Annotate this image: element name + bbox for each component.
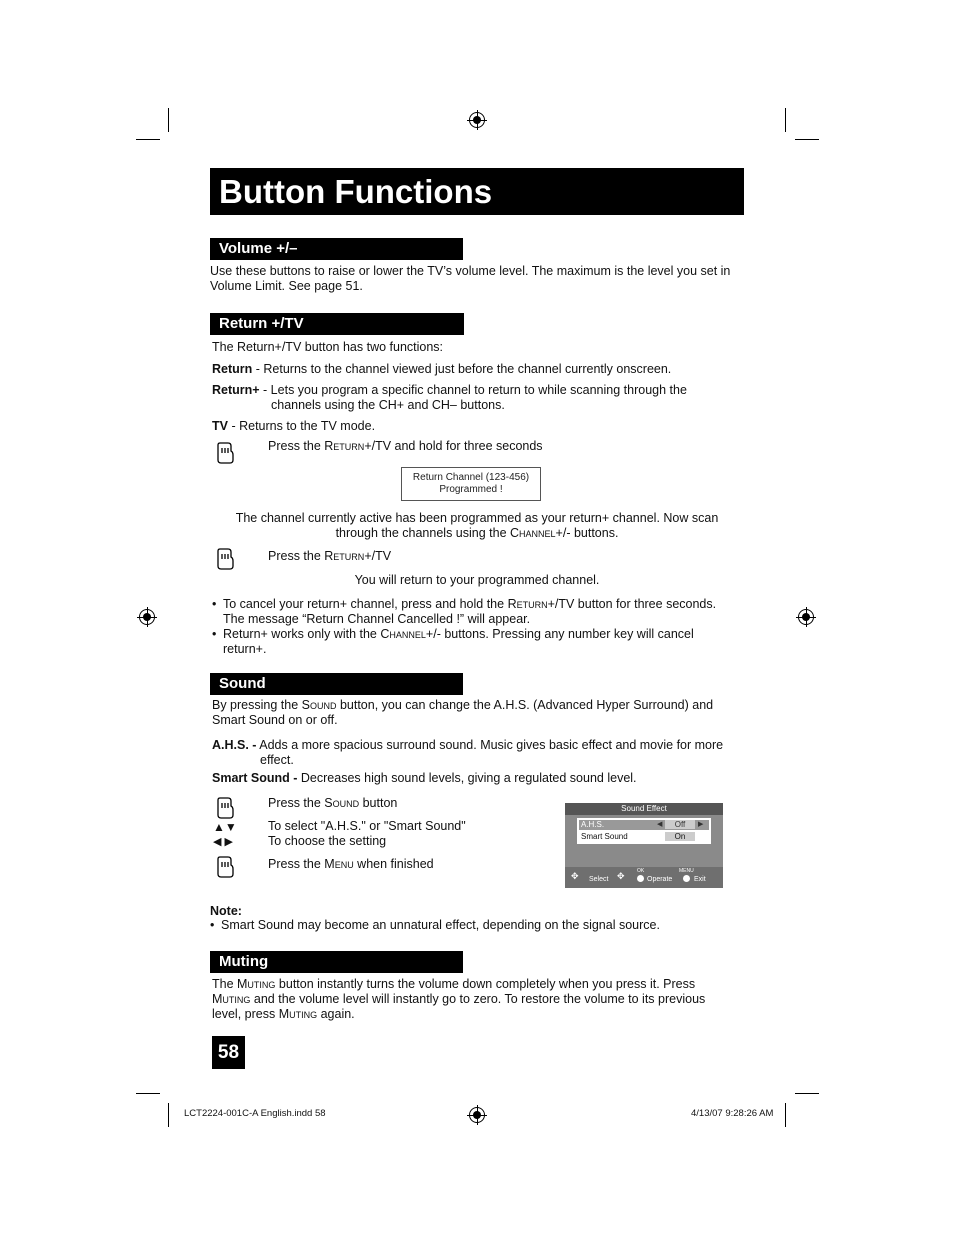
menu-row-value: On [665,832,695,841]
footer-key: OK [637,868,645,874]
section-heading-volume: Volume +/– [210,238,463,260]
sound-effect-menu [565,803,723,888]
left-right-arrows-icon: ◀ ▶ [213,836,233,848]
returnplus-definition [212,383,687,398]
term: Return [212,362,253,376]
definition: Decreases high sound levels, giving a regulated sound level. [297,771,637,785]
text: +/TV [364,549,392,563]
term: Smart Sound - [212,771,298,785]
text-line: The channel currently active has been programmed as your return+ channel. Now scan [235,511,719,525]
menu-row-smart-sound [579,832,709,842]
osd-line: Return Channel (123-456) [412,472,530,483]
sound-step-4 [268,857,434,872]
hand-press-icon [212,796,236,820]
note-label: Note: [210,904,242,918]
menu-header: Sound Effect [565,803,723,815]
text: +/TV and hold for three seconds [364,439,543,453]
smart-sound-definition [212,771,637,786]
menu-footer [565,867,723,888]
crop-mark [785,108,786,132]
button-name: Return [507,597,548,611]
tv-definition [212,419,375,434]
text: Return+ works only with the [223,627,381,641]
note-text: Smart Sound may become an unnatural effect, depending on the signal source. [221,918,660,932]
four-way-arrow-icon: ✥ [617,871,625,881]
bullet-icon: • [210,918,215,932]
menu-row-value: Off [665,820,695,829]
crop-mark [136,139,160,140]
ahs-definition [212,738,723,753]
page-title: Button Functions [210,168,744,215]
footer-label: Operate [647,876,673,883]
sound-step-2: To select "A.H.S." or "Smart Sound" [268,819,466,833]
text: again. [317,1007,355,1021]
footer-key: MENU [679,868,694,874]
button-name: Muting [278,1007,318,1021]
button-name: Muting [237,977,276,991]
text-line: The message “Return Channel Cancelled !” will appear. [223,612,531,626]
menu-panel [577,818,711,844]
button-name: Muting [212,992,251,1006]
text: button instantly turns the volume down completely when you press it. Press [275,977,696,991]
return-definition [212,362,671,377]
text: through the channels using the [335,526,510,540]
text: Press the [268,439,325,453]
definition: Adds a more spacious surround sound. Music gives basic effect and movie for more [256,738,724,752]
page-number: 58 [212,1036,245,1069]
sound-step-1 [268,796,397,811]
button-name: Sound [301,698,337,712]
text: button, you can change the A.H.S. (Advanced Hyper Surround) and [336,698,714,712]
term: A.H.S. - [212,738,257,752]
volume-text-line: Volume Limit. See page 51. [210,279,363,293]
footer-filename: LCT2224-001C-A English.indd 58 [184,1108,326,1119]
footer-label: Select [589,876,609,883]
definition: - Lets you program a specific channel to return to while scanning through the [259,383,687,397]
text-line [212,698,713,713]
osd-line: Programmed ! [439,484,503,495]
sound-step-3: To choose the setting [268,834,387,848]
button-name: Return [324,439,365,453]
up-down-arrows-icon: ▲▼ [213,820,237,834]
crop-mark [785,1103,786,1127]
text: Press the [268,796,325,810]
crop-mark [795,1093,819,1094]
return-note-2: You will return to your programmed channel. [354,573,600,587]
text-line [210,526,744,541]
text: To cancel your return+ channel, press and hold the [223,597,508,611]
text-line [223,627,694,642]
section-heading-muting: Muting [210,951,463,973]
term: Return+ [212,383,260,397]
return-bullet-2 [223,627,694,657]
text: The [212,977,238,991]
text: Press the [268,549,325,563]
text: +/- buttons. [555,526,619,540]
text-line: return+. [223,642,267,656]
arrow-right-icon: ▶ [698,821,704,828]
footer-timestamp: 4/13/07 9:28:26 AM [691,1108,774,1119]
muting-text [212,977,705,1022]
text-line [212,1007,705,1022]
menu-row-label: A.H.S. [581,820,605,829]
section-heading-sound: Sound [210,673,463,695]
text: Press the [268,857,325,871]
registration-mark-icon [139,609,155,625]
registration-mark-icon [798,609,814,625]
text-line [212,992,705,1007]
footer-label: Exit [694,876,706,883]
crop-mark [795,139,819,140]
menu-row-label: Smart Sound [581,832,628,841]
text: +/- buttons. Pressing any number key will cancel [425,627,694,641]
volume-text-line: Use these buttons to raise or lower the TV’s volume level. The maximum is the level you set in [210,264,731,278]
bullet-icon: • [212,627,217,641]
ahs-definition-cont: effect. [260,753,294,767]
text-line [223,597,716,612]
crop-mark [168,108,169,132]
return-intro: The Return+/TV button has two functions: [212,340,444,354]
hand-press-icon [212,547,236,571]
menu-button-icon [683,875,690,882]
menu-row-ahs [579,820,709,830]
four-way-arrow-icon: ✥ [571,871,579,881]
ok-button-icon [637,875,644,882]
returnplus-definition-cont: channels using the CH+ and CH– buttons. [271,398,505,412]
sound-intro [212,698,713,728]
registration-mark-icon [469,112,485,128]
button-name: Sound [324,796,360,810]
text: By pressing the [212,698,302,712]
text: and the volume level will instantly go to zero. To restore the volume to its previous [250,992,706,1006]
term: TV [212,419,228,433]
hand-press-icon [212,441,236,465]
button-name: Channel [380,627,426,641]
osd-message-box [401,467,541,501]
return-step-1 [268,439,543,454]
arrow-left-icon: ◀ [657,821,663,828]
button-name: Channel [510,526,556,540]
text-line [212,977,705,992]
bullet-icon: • [212,597,217,611]
button-name: Return [324,549,365,563]
return-step-2 [268,549,391,564]
text-line: Smart Sound on or off. [212,713,338,727]
return-bullet-1 [223,597,716,627]
text: button [359,796,398,810]
hand-press-icon [212,855,236,879]
text: +/TV button for three seconds. [547,597,717,611]
definition: - Returns to the channel viewed just before the channel currently onscreen. [252,362,672,376]
return-note-1 [210,511,744,541]
button-name: Menu [324,857,354,871]
registration-mark-icon [469,1107,485,1123]
text: level, press [212,1007,279,1021]
text: when finished [353,857,434,871]
section-heading-return: Return +/TV [210,313,464,335]
crop-mark [136,1093,160,1094]
crop-mark [168,1103,169,1127]
definition: - Returns to the TV mode. [227,419,376,433]
